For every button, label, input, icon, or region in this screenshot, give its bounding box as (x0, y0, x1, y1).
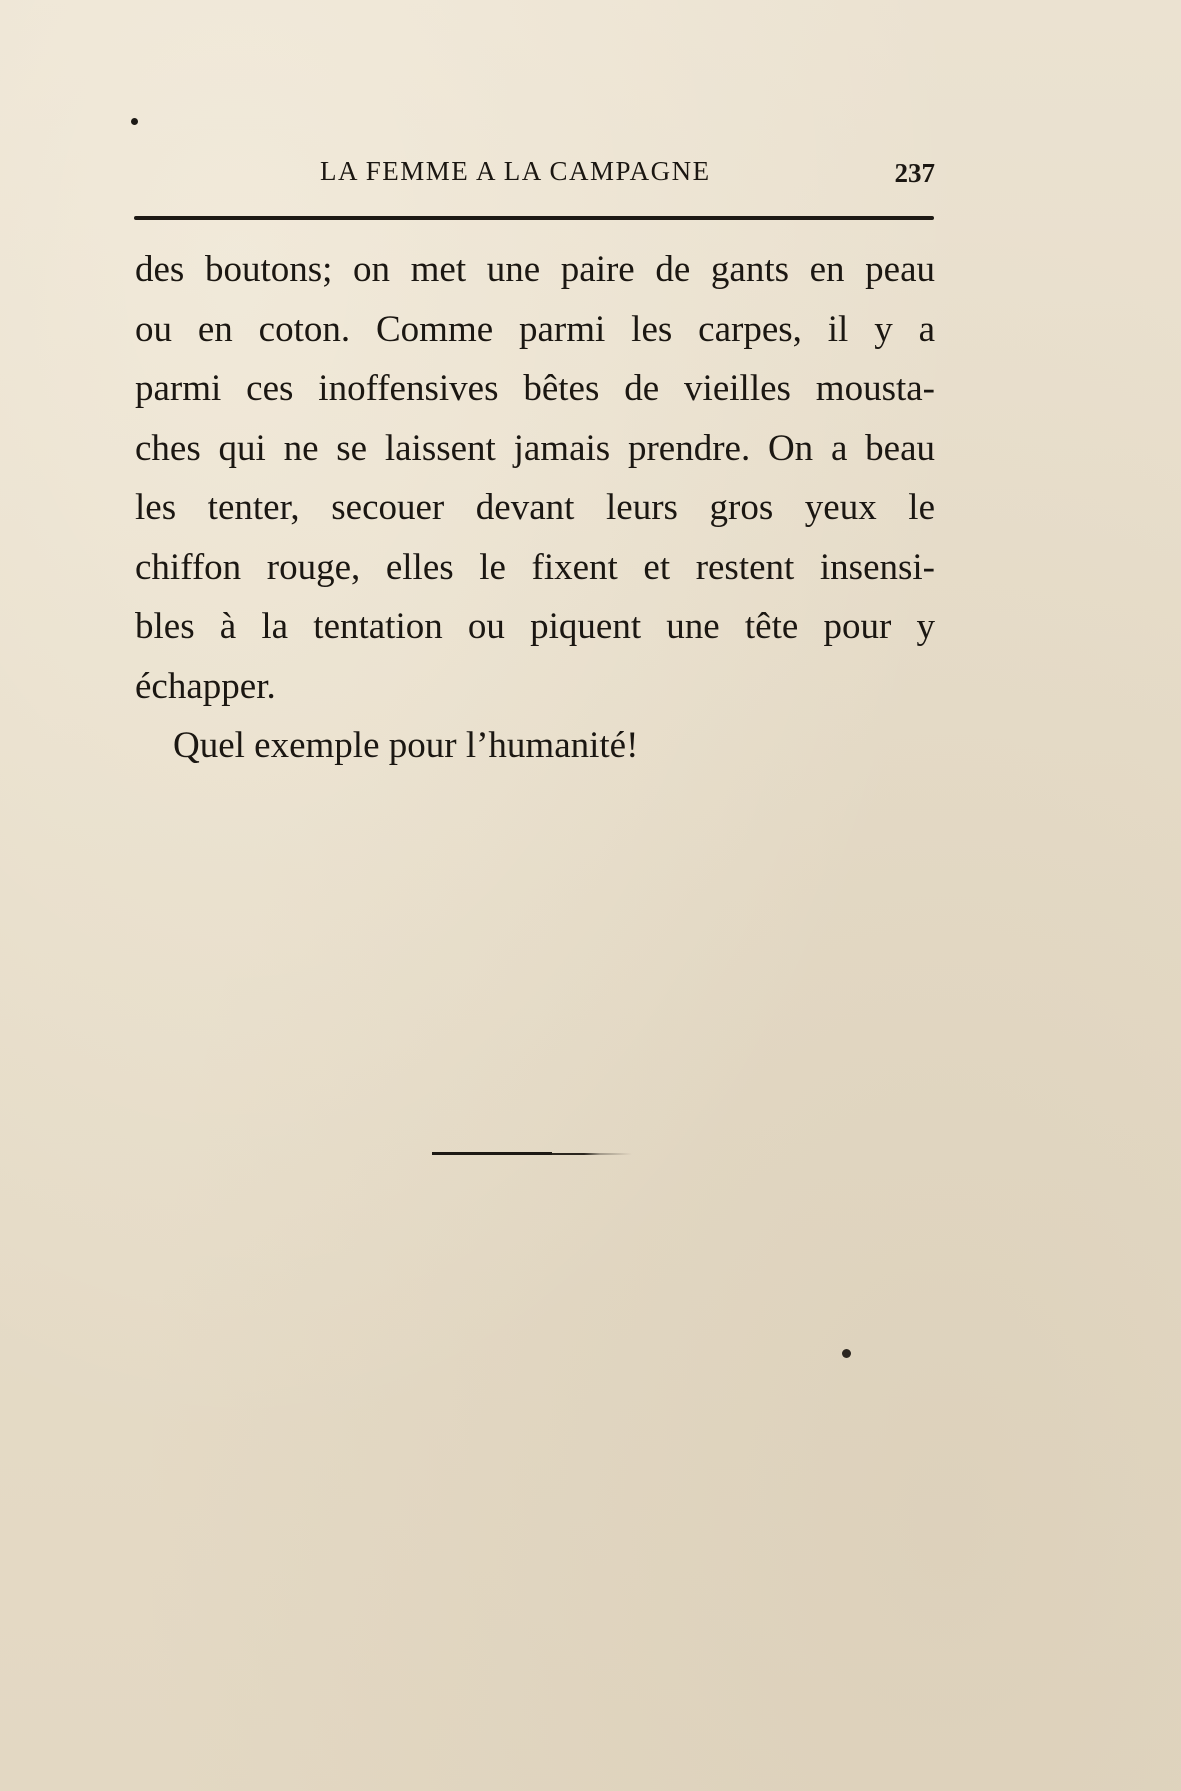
header-rule (134, 216, 934, 220)
text-line: ou en coton. Comme parmi les carpes, il y a (135, 308, 935, 350)
page-number: 237 (894, 158, 935, 188)
text-line: parmi ces inoffensives bêtes de vieilles mousta- (135, 368, 935, 409)
ink-speck (131, 118, 138, 125)
page-header (135, 150, 935, 194)
end-of-chapter-rule (432, 1152, 552, 1155)
text-line: ches qui ne se laissent jamais prendre. On a beau (135, 427, 935, 469)
closing-line: Quel exemple pour l’humanité! (173, 725, 639, 766)
text-line: échapper. (135, 665, 276, 707)
text-line: bles à la tentation ou piquent une tête pour y (135, 606, 935, 647)
end-of-chapter-rule-tail (552, 1153, 632, 1155)
running-head: LA FEMME A LA CAMPAGNE (320, 156, 711, 186)
ink-speck (842, 1349, 851, 1358)
body-text (135, 240, 935, 776)
text-line: les tenter, secouer devant leurs gros yeux le (135, 487, 935, 528)
text-line: des boutons; on met une paire de gants en peau (135, 249, 935, 290)
text-line: chiffon rouge, elles le fixent et restent insensi- (135, 546, 935, 588)
